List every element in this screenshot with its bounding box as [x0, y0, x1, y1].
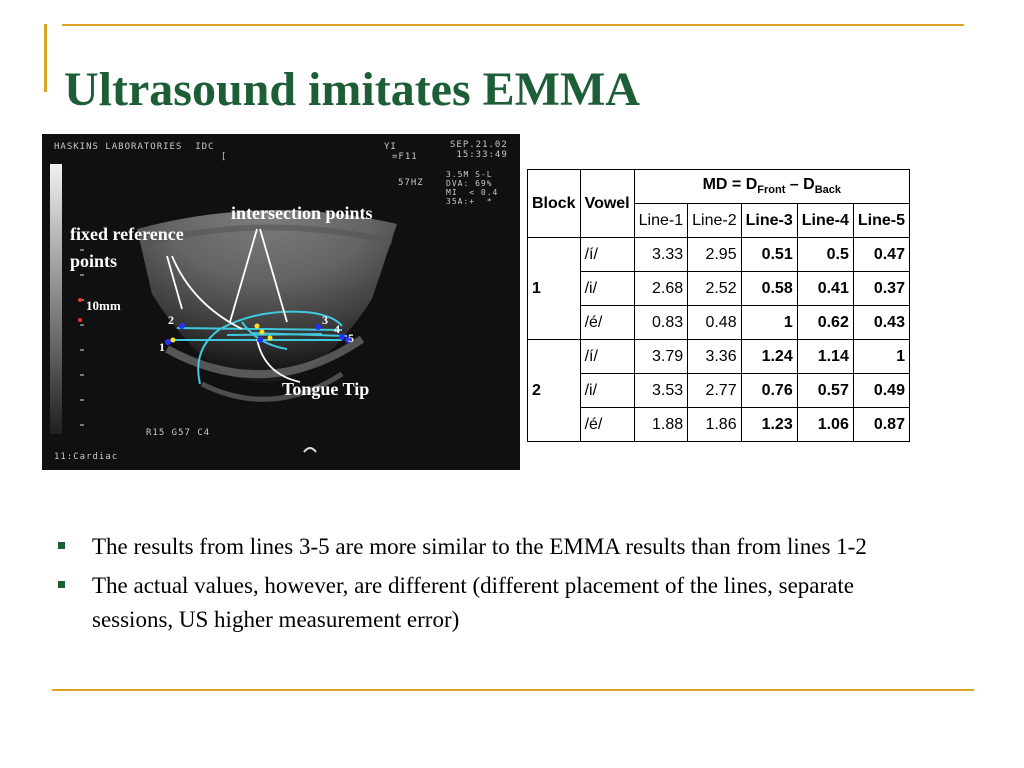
slide-title: Ultrasound imitates EMMA [64, 63, 640, 116]
bullet-item [58, 569, 918, 637]
value-cell: 1.86 [688, 408, 741, 442]
header-line-5: Line-5 [853, 204, 909, 238]
value-cell: 1.06 [797, 408, 853, 442]
ultrasound-image [42, 134, 520, 470]
vowel-cell: /i/ [580, 272, 634, 306]
us-header-freq: =F11 [392, 152, 418, 162]
frame-vertical-rule [44, 24, 47, 92]
bullet-text: The actual values, however, are different (different placement of the lines, separate sessions, US higher measurement error) [92, 573, 854, 632]
value-cell: 0.87 [853, 408, 909, 442]
value-cell: 2.77 [688, 374, 741, 408]
bullet-list [58, 530, 918, 642]
us-header-date: SEP.21.02 15:33:49 [450, 140, 508, 160]
square-bullet-icon [58, 542, 65, 549]
header-md-formula [634, 170, 909, 204]
block-cell: 1 [528, 238, 581, 340]
md-front: Front [757, 184, 786, 197]
md-dash: – D [785, 176, 815, 194]
value-cell: 0.48 [688, 306, 741, 340]
us-header-user: YI [384, 142, 397, 152]
us-footer-mode: 11:Cardiac [54, 452, 119, 462]
md-results-table [527, 169, 910, 442]
value-cell: 1 [741, 306, 797, 340]
grayscale-bar [50, 164, 62, 434]
table-row [528, 408, 910, 442]
header-block: Block [528, 170, 581, 238]
value-cell: 1.14 [797, 340, 853, 374]
value-cell: 0.76 [741, 374, 797, 408]
value-cell: 2.52 [688, 272, 741, 306]
vowel-cell: /é/ [580, 408, 634, 442]
us-footer-params: R15 G57 C4 [146, 428, 211, 438]
md-prefix: MD = D [702, 176, 758, 194]
vowel-cell: /i/ [580, 374, 634, 408]
bullet-text: The results from lines 3-5 are more similar to the EMMA results than from lines 1-2 [92, 534, 867, 559]
table-row [528, 306, 910, 340]
value-cell: 0.49 [853, 374, 909, 408]
value-cell: 0.47 [853, 238, 909, 272]
us-header-right: 3.5M S-L DVA: 69% MI < 0.4 35A:+ * [446, 170, 499, 206]
value-cell: 0.58 [741, 272, 797, 306]
frame-bottom-rule [52, 689, 974, 691]
intersection-points-label: intersection points [231, 203, 373, 223]
point-label-5: 5 [348, 331, 354, 345]
us-header-hz: 57HZ [398, 178, 424, 188]
scale-label: 10mm [86, 298, 121, 313]
value-cell: 0.62 [797, 306, 853, 340]
value-cell: 1.24 [741, 340, 797, 374]
value-cell: 1.88 [634, 408, 687, 442]
tongue-tip-label: Tongue Tip [282, 379, 370, 399]
value-cell: 1 [853, 340, 909, 374]
vowel-cell: /í/ [580, 340, 634, 374]
table-header-row [528, 170, 910, 204]
scale-markers [78, 298, 82, 322]
bullet-item [58, 530, 918, 564]
vowel-cell: /í/ [580, 238, 634, 272]
value-cell: 3.36 [688, 340, 741, 374]
table-row [528, 238, 910, 272]
header-vowel: Vowel [580, 170, 634, 238]
value-cell: 2.68 [634, 272, 687, 306]
md-back: Back [814, 184, 841, 197]
value-cell: 2.95 [688, 238, 741, 272]
value-cell: 0.83 [634, 306, 687, 340]
table-row [528, 374, 910, 408]
value-cell: 0.57 [797, 374, 853, 408]
point-label-2: 2 [168, 313, 174, 327]
table-row [528, 272, 910, 306]
header-line-3: Line-3 [741, 204, 797, 238]
square-bullet-icon [58, 581, 65, 588]
header-line-4: Line-4 [797, 204, 853, 238]
header-line-2: Line-2 [688, 204, 741, 238]
table-row [528, 340, 910, 374]
value-cell: 0.37 [853, 272, 909, 306]
value-cell: 3.79 [634, 340, 687, 374]
header-line-1: Line-1 [634, 204, 687, 238]
value-cell: 1.23 [741, 408, 797, 442]
value-cell: 0.51 [741, 238, 797, 272]
fixed-reference-label: fixed reference points [70, 224, 184, 271]
value-cell: 3.53 [634, 374, 687, 408]
value-cell: 0.43 [853, 306, 909, 340]
value-cell: 0.41 [797, 272, 853, 306]
point-label-4: 4 [334, 322, 340, 336]
point-label-1: 1 [159, 340, 165, 354]
frame-top-rule [62, 24, 964, 26]
block-cell: 2 [528, 340, 581, 442]
value-cell: 3.33 [634, 238, 687, 272]
us-header-left: HASKINS LABORATORIES IDC [ [54, 142, 228, 162]
value-cell: 0.5 [797, 238, 853, 272]
vowel-cell: /é/ [580, 306, 634, 340]
point-label-3: 3 [322, 313, 328, 327]
